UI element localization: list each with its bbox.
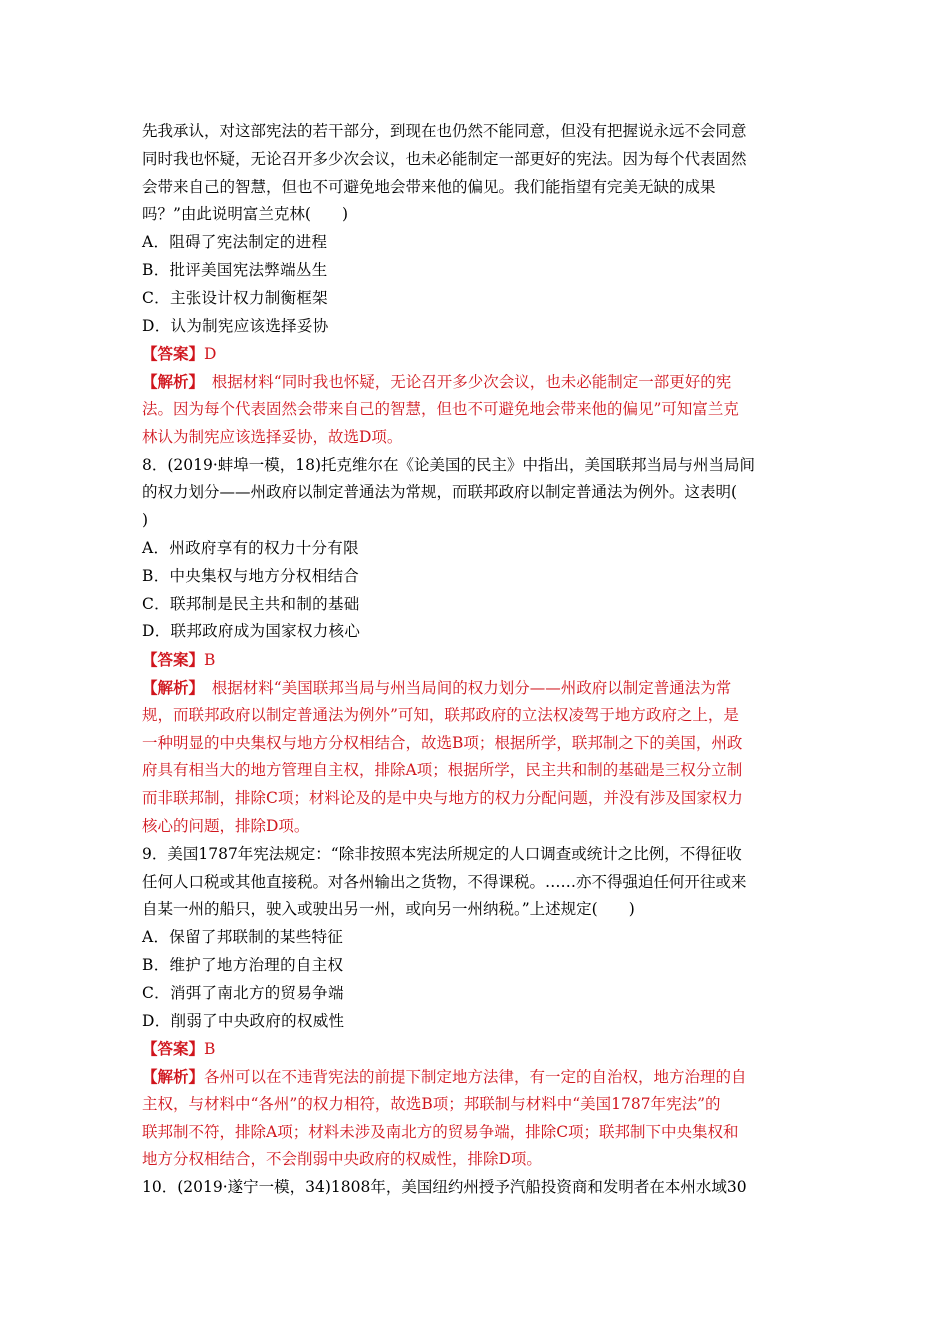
question-9: [142, 841, 808, 1175]
analysis-text: 各州可以在不违背宪法的前提下制定地方法律，有一定的自治权，地方治理的自: [204, 1068, 747, 1087]
answer-tag: 【答案】: [142, 344, 205, 364]
analysis-text: 根据材料“同时我也怀疑，无论召开多少次会议，也未必能制定一部更好的宪: [196, 373, 732, 392]
option-b: B．中央集权与地方分权相结合: [142, 566, 360, 585]
question-stem-line: 先我承认，对这部宪法的若干部分，到现在也仍然不能同意，但没有把握说永远不会同意: [142, 122, 747, 140]
analysis-line: 核心的问题，排除D项。: [142, 816, 310, 835]
analysis-line: [142, 368, 808, 396]
analysis-tag: 【解析】: [142, 372, 197, 392]
option-a: A．州政府享有的权力十分有限: [142, 538, 359, 557]
option-c: C．联邦制是民主共和制的基础: [142, 594, 360, 613]
option-d: D．削弱了中央政府的权威性: [142, 1011, 345, 1030]
analysis-line: 林认为制宪应该选择妥协，故选D项。: [142, 427, 403, 446]
analysis-line: 一种明显的中央集权与地方分权相结合，故选B项；根据所学，联邦制之下的美国，州政: [142, 733, 743, 752]
option-d: D．认为制宪应该选择妥协: [142, 316, 329, 335]
option-a: A．保留了邦联制的某些特征: [142, 928, 344, 947]
question-stem-line: 会带来自己的智慧，但也不可避免地会带来他的偏见。我们能指望有完美无缺的成果: [142, 177, 716, 196]
analysis-text: 根据材料“美国联邦当局与州当局间的权力划分——州政府以制定普通法为常: [196, 678, 732, 697]
document-page: [142, 118, 808, 1202]
answer-value: D: [204, 345, 217, 364]
option-c: C．消弭了南北方的贸易争端: [142, 983, 344, 1002]
question-stem-line: 同时我也怀疑，无论召开多少次会议，也未必能制定一部更好的宪法。因为每个代表固然: [142, 149, 747, 168]
analysis-line: 而非联邦制，排除C项；材料论及的是中央与地方的权力分配问题，并没有涉及国家权力: [142, 789, 743, 808]
question-stem-line: 任何人口税或其他直接税。对各州输出之货物，不得课税。……亦不得强迫任何开往或来: [142, 872, 747, 891]
answer-line: [142, 646, 808, 674]
option-c: C．主张设计权力制衡框架: [142, 288, 328, 307]
question-stem-line: 吗？”由此说明富兰克林( ): [142, 205, 349, 224]
analysis-tag: 【解析】: [142, 677, 197, 697]
analysis-line: 联邦制不符，排除A项；材料未涉及南北方的贸易争端，排除C项；联邦制下中央集权和: [142, 1122, 739, 1141]
answer-line: [142, 340, 808, 368]
question-8: [142, 452, 808, 841]
answer-value: B: [204, 651, 216, 670]
analysis-line: 府具有相当大的地方管理自主权，排除A项；根据所学，民主共和制的基础是三权分立制: [142, 761, 743, 780]
analysis-line: [142, 1063, 808, 1091]
question-stem-line: 自某一州的船只，驶入或驶出另一州，或向另一州纳税。”上述规定( ): [142, 900, 635, 919]
option-d: D．联邦政府成为国家权力核心: [142, 622, 361, 641]
analysis-line: 规，而联邦政府以制定普通法为例外”可知，联邦政府的立法权凌驾于地方政府之上，是: [142, 705, 739, 724]
question-7: [142, 118, 808, 452]
analysis-tag: 【解析】: [142, 1067, 205, 1087]
question-stem-line: 10．(2019·遂宁一模，34)1808年，美国纽约州授予汽船投资商和发明者在本州水域30: [142, 1178, 747, 1197]
analysis-line: 法。因为每个代表固然会带来自己的智慧，但也不可避免地会带来他的偏见”可知富兰克: [142, 399, 739, 418]
answer-line: [142, 1035, 808, 1063]
question-stem-line: ): [142, 511, 149, 530]
question-10: [142, 1174, 808, 1202]
question-stem-line: 8．(2019·蚌埠一模，18)托克维尔在《论美国的民主》中指出，美国联邦当局与州当局间: [142, 455, 756, 474]
analysis-line: [142, 674, 808, 702]
option-b: B．维护了地方治理的自主权: [142, 955, 344, 974]
answer-tag: 【答案】: [142, 1039, 205, 1059]
answer-value: B: [204, 1040, 216, 1059]
question-stem-line: 的权力划分——州政府以制定普通法为常规，而联邦政府以制定普通法为例外。这表明(: [142, 483, 738, 502]
analysis-line: 主权，与材料中“各州”的权力相符，故选B项；邦联制与材料中“美国1787年宪法”的: [142, 1094, 721, 1113]
analysis-line: 地方分权相结合，不会削弱中央政府的权威性，排除D项。: [142, 1150, 542, 1169]
question-stem-line: 9．美国1787年宪法规定：“除非按照本宪法所规定的人口调查或统计之比例，不得征收: [142, 844, 742, 863]
answer-tag: 【答案】: [142, 650, 205, 670]
option-a: A．阻碍了宪法制定的进程: [142, 233, 328, 252]
option-b: B．批评美国宪法弊端丛生: [142, 260, 328, 279]
